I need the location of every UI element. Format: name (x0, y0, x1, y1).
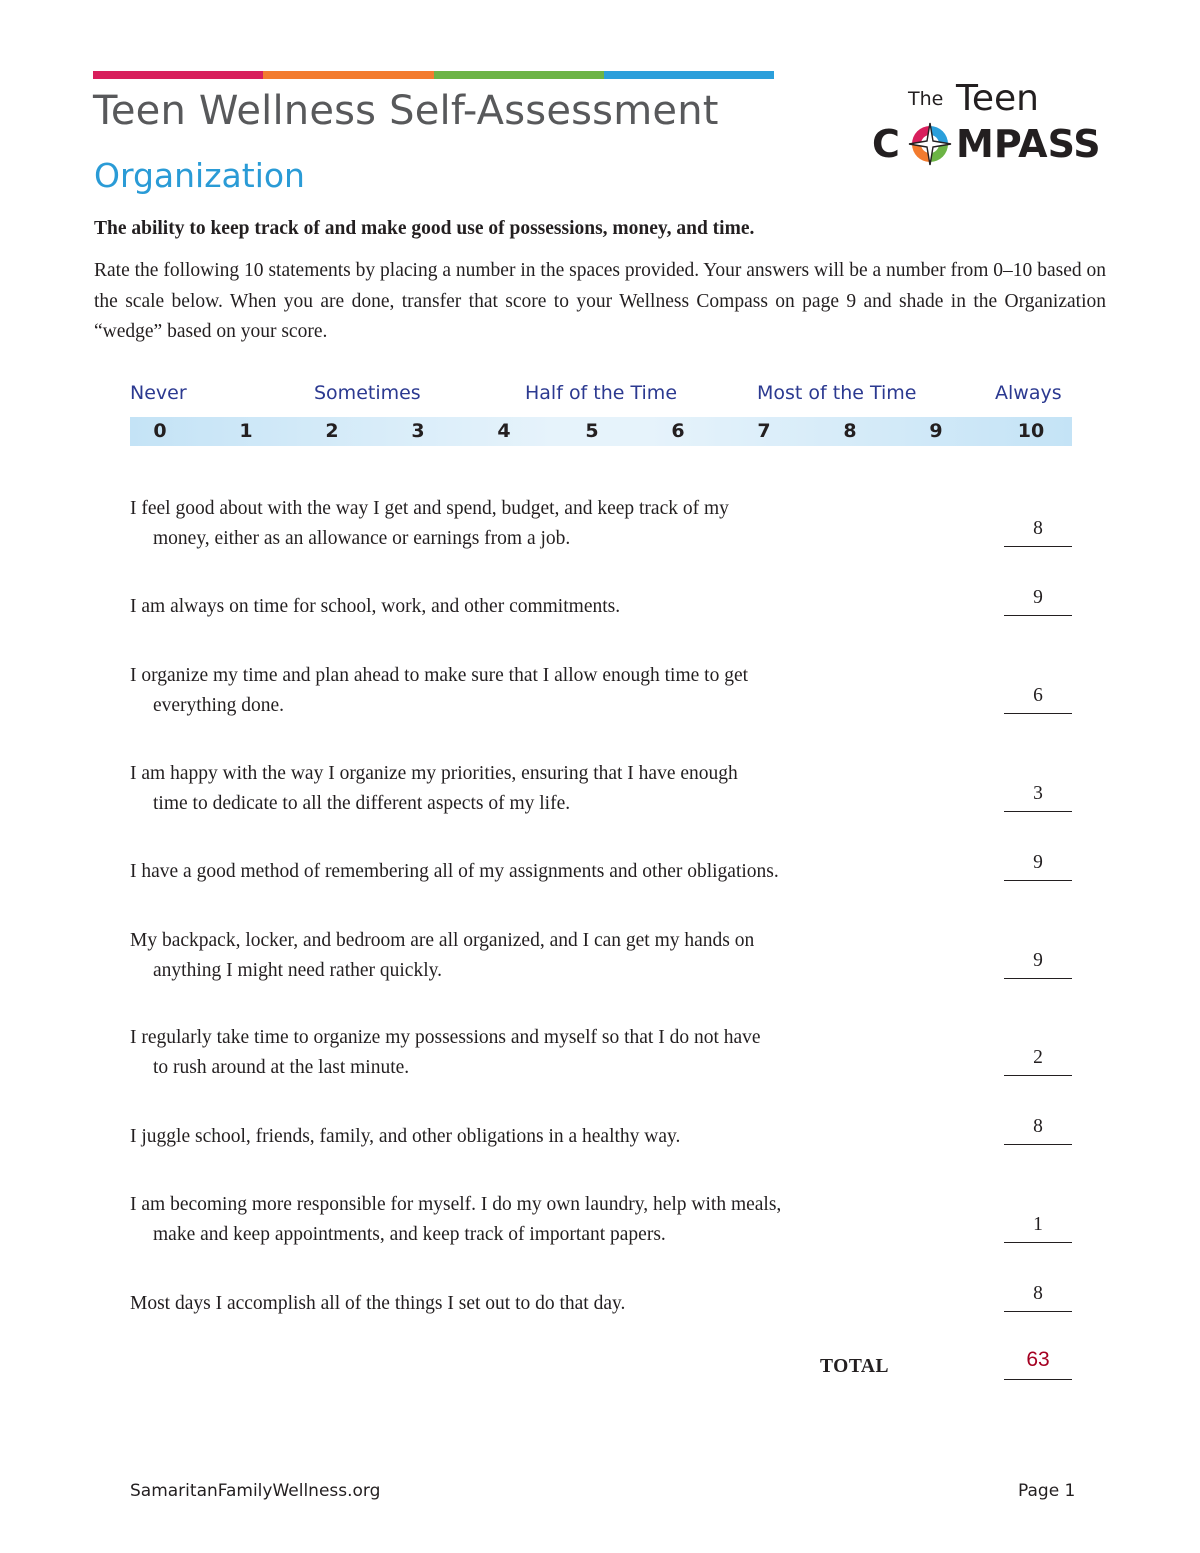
statement-text: I feel good about with the way I get and spend, budget, and keep track of my (130, 498, 729, 519)
logo-c: C (872, 122, 900, 166)
statement-text: I am always on time for school, work, and other commitments. (130, 596, 621, 617)
color-stripe-blue (604, 71, 774, 79)
scale-labels (130, 382, 1072, 410)
answer-field-10[interactable]: 8 (1004, 1281, 1072, 1312)
statement-10 (130, 1289, 930, 1319)
scale-label-always: Always (995, 382, 1062, 404)
logo-mpass: MPASS (956, 122, 1101, 166)
compass-icon (908, 122, 952, 166)
statement-3 (130, 661, 930, 721)
statement-text-continued: time to dedicate to all the different aspects of my life. (153, 793, 571, 814)
answer-field-8[interactable]: 8 (1004, 1114, 1072, 1145)
statement-text-continued: make and keep appointments, and keep track of important papers. (153, 1224, 666, 1245)
answer-field-3[interactable]: 6 (1004, 683, 1072, 714)
total-field[interactable]: 63 (1004, 1345, 1072, 1380)
section-title: Organization (94, 156, 305, 195)
statement-text: I regularly take time to organize my possessions and myself so that I do not have (130, 1027, 761, 1048)
answer-field-5[interactable]: 9 (1004, 850, 1072, 881)
statement-7 (130, 1023, 930, 1083)
scale-number: 9 (929, 420, 943, 442)
color-stripe-orange (263, 71, 433, 79)
scale-number: 10 (1017, 420, 1045, 442)
statement-text: My backpack, locker, and bedroom are all organized, and I can get my hands on (130, 930, 755, 951)
footer-website: SamaritanFamilyWellness.org (130, 1481, 381, 1501)
color-stripe (93, 71, 774, 79)
scale-label-most: Most of the Time (757, 382, 917, 404)
scale-bar (130, 417, 1072, 446)
statement-text-continued: everything done. (153, 695, 285, 716)
statement-2 (130, 592, 930, 622)
statement-6 (130, 926, 930, 986)
statement-1 (130, 494, 930, 554)
total-label: TOTAL (820, 1356, 889, 1377)
instructions-text: Rate the following 10 statements by placing a number in the spaces provided. Your answers will be a number from 0–10 based on the scale below. When you are done, transfer that score to your Wellness Compass on page 9 and shade in the Organization “wedge” based on your score. (94, 260, 1106, 342)
scale-number: 4 (497, 420, 511, 442)
answer-field-2[interactable]: 9 (1004, 585, 1072, 616)
scale-number: 1 (239, 420, 253, 442)
logo-teen: Teen (956, 78, 1039, 119)
color-stripe-green (434, 71, 604, 79)
statement-text: I am happy with the way I organize my priorities, ensuring that I have enough (130, 763, 738, 784)
scale-number: 5 (585, 420, 599, 442)
page-title: Teen Wellness Self-Assessment (93, 88, 719, 134)
answer-field-4[interactable]: 3 (1004, 781, 1072, 812)
color-stripe-pink (93, 71, 263, 79)
statement-text-continued: anything I might need rather quickly. (153, 960, 442, 981)
statement-9 (130, 1190, 930, 1250)
answer-field-9[interactable]: 1 (1004, 1212, 1072, 1243)
page-number: Page 1 (1018, 1481, 1076, 1501)
teen-compass-logo (868, 80, 1113, 172)
statement-text: Most days I accomplish all of the things I set out to do that day. (130, 1293, 626, 1314)
scale-label-sometimes: Sometimes (314, 382, 421, 404)
scale-number: 8 (843, 420, 857, 442)
scale-label-half: Half of the Time (525, 382, 678, 404)
statement-text: I organize my time and plan ahead to make sure that I allow enough time to get (130, 665, 749, 686)
statement-8 (130, 1122, 930, 1152)
statement-text-continued: to rush around at the last minute. (153, 1057, 410, 1078)
statement-text-continued: money, either as an allowance or earnings from a job. (153, 528, 571, 549)
scale-label-never: Never (130, 382, 187, 404)
definition-text: The ability to keep track of and make good use of possessions, money, and time. (94, 218, 755, 239)
logo-the: The (908, 88, 944, 110)
scale-number: 7 (757, 420, 771, 442)
statement-4 (130, 759, 930, 819)
scale-number: 6 (671, 420, 685, 442)
statement-text: I am becoming more responsible for myself. I do my own laundry, help with meals, (130, 1194, 782, 1215)
scale-number: 3 (411, 420, 425, 442)
answer-field-7[interactable]: 2 (1004, 1045, 1072, 1076)
statement-text: I juggle school, friends, family, and other obligations in a healthy way. (130, 1126, 681, 1147)
answer-field-6[interactable]: 9 (1004, 948, 1072, 979)
scale-number: 0 (153, 420, 167, 442)
statement-5 (130, 857, 930, 887)
statement-text: I have a good method of remembering all of my assignments and other obligations. (130, 861, 779, 882)
answer-field-1[interactable]: 8 (1004, 516, 1072, 547)
scale-number: 2 (325, 420, 339, 442)
